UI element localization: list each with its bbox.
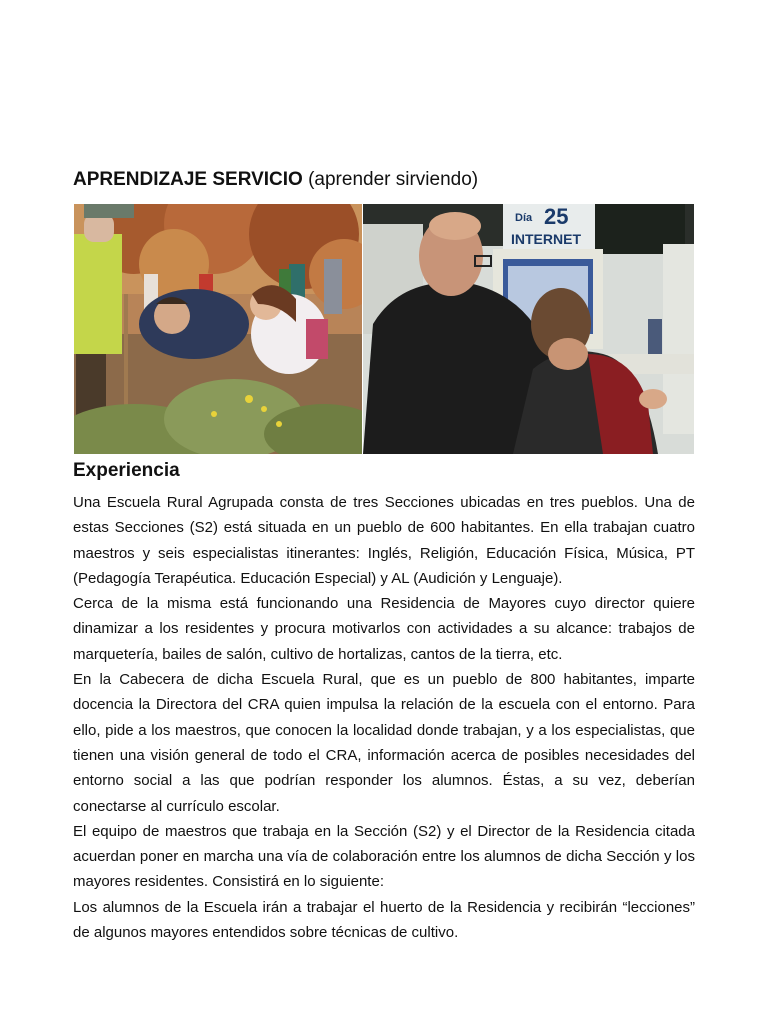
title-subtitle: (aprender sirviendo) [302,169,479,190]
computer-illustration [363,204,694,454]
body-text [73,490,695,945]
paragraph: Los alumnos de la Escuela irán a trabajar el huerto de la Residencia y recibirán “lecciones” de algunos mayores entendidos sobre técnicas de cultivo. [73,898,695,942]
paragraph: En la Cabecera de dicha Escuela Rural, que es un pueblo de 800 habitantes, imparte docencia la Directora del CRA quien impulsa la relación de la escuela con el entorno. Para ello, pide a los maestros, que conocen la localidad donde trabajan, y a los especialistas, que tienen una visión general de todo el CRA, información acerca de posibles necesidades del entorno social a las que podrían responder los alumnos. Éstas, a su vez, deberían conectarse al currículo escolar. [73,671,695,815]
section-heading: Experiencia [73,460,180,481]
title-bold: APRENDIZAJE SERVICIO [73,169,303,190]
paragraph: Cerca de la misma está funcionando una Residencia de Mayores cuyo director quiere dinamizar a los residentes y procura motivarlos con actividades a su alcance: trabajos de marquetería, bailes de salón, cultivo de hortalizas, cantos de la tierra, etc. [73,595,695,663]
gardening-photo [74,204,362,454]
document-title [73,169,478,191]
paragraph: Una Escuela Rural Agrupada consta de tres Secciones ubicadas en tres pueblos. Una de estas Secciones (S2) está situada en un pueblo de 600 habitantes. En ella trabajan cuatro maestros y seis especialistas itinerantes: Inglés, Religión, Educación Física, Música, PT (Pedagogía Terapéutica. Educación Especial) y AL (Audición y Lenguaje). [73,494,695,587]
paragraph: El equipo de maestros que trabaja en la Sección (S2) y el Director de la Residencia citada acuerdan poner en marcha una vía de colaboración entre los alumnos de dicha Sección y los mayores residentes. Consistirá en lo siguiente: [73,822,695,891]
computer-photo [363,204,694,454]
sign-day-text: Día [515,212,533,224]
sign-internet-text: INTERNET [511,231,581,247]
sign-number-text: 25 [544,204,569,229]
gardening-illustration [74,204,362,454]
